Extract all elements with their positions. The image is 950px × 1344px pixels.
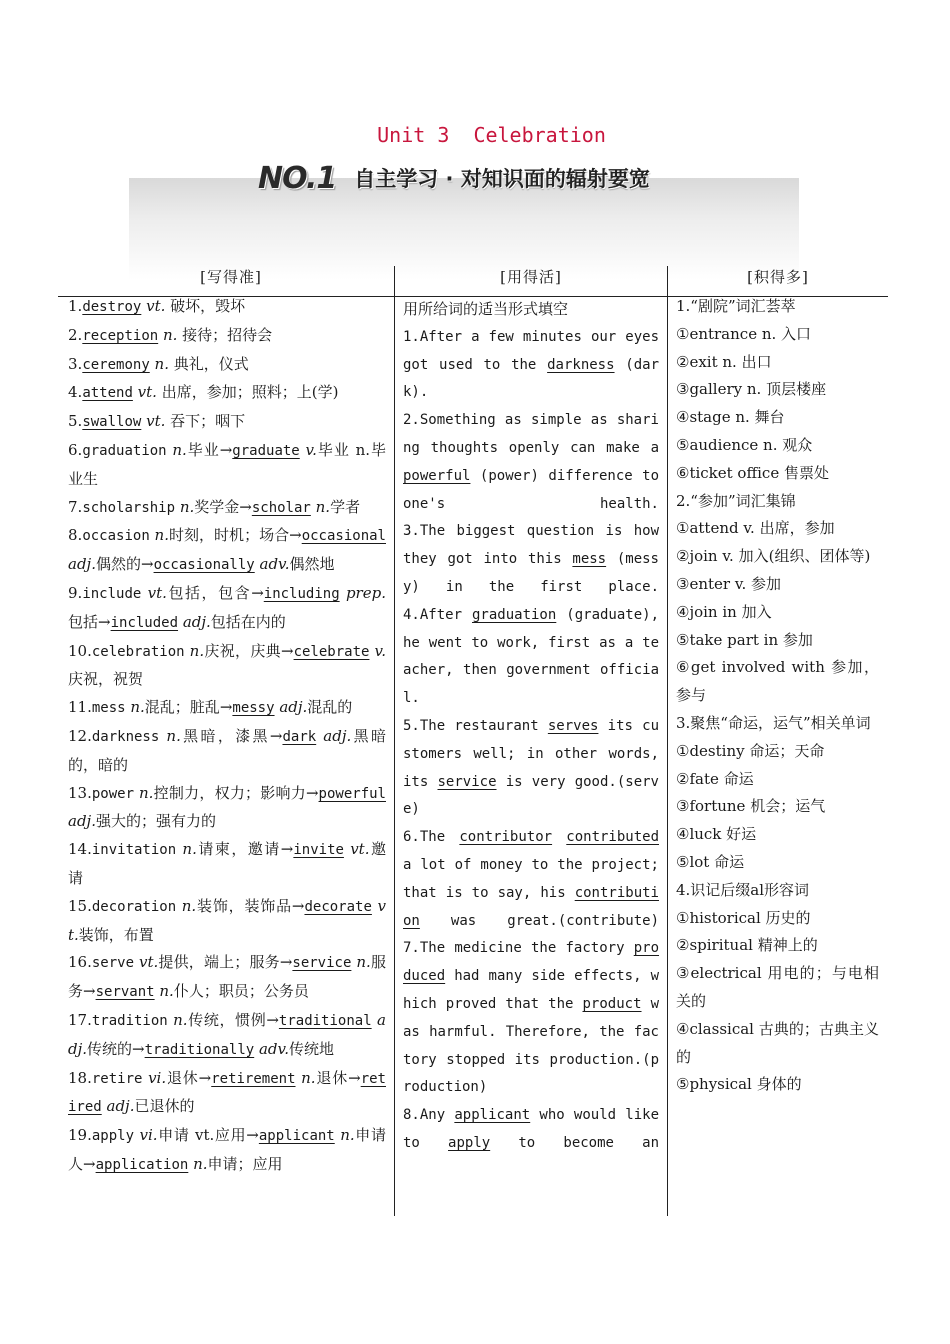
group-item: ②join v. 加入(组织、团体等) — [676, 547, 871, 566]
exercise-item: 1.After a few minutes our eyes got used to the darkness (dark). — [403, 328, 660, 401]
exercise-item: 8.Any applicant who would like to apply to become an — [403, 1107, 659, 1151]
column-heading-write: [写得准] — [200, 268, 262, 286]
group-item: ①historical 历史的 — [676, 908, 811, 927]
banner-title — [258, 160, 650, 196]
vocab-item: 12.darkness n.黑暗，漆黑→dark adj.黑暗的，暗的 — [68, 726, 386, 774]
group-item: ③fortune 机会；运气 — [676, 797, 826, 816]
exercise-instruction: 用所给词的适当形式填空 — [403, 300, 569, 318]
exercise-item: 4.After graduation (graduate), he went to work, first as a teacher, then government official. — [403, 606, 660, 707]
group-item: ④stage n. 舞台 — [676, 408, 785, 427]
exercise-item: 2.Something as simple as sharing thoughts openly can make a powerful (power) difference to one's health. — [403, 412, 660, 512]
group-item: ⑤physical 身体的 — [676, 1075, 802, 1094]
group-item: ⑤audience n. 观众 — [676, 435, 813, 454]
word-groups-column — [676, 293, 879, 1099]
group-item: ⑤lot 命运 — [676, 852, 745, 871]
exercise-item: 7.The medicine the factory produced had many side effects, which proved that the product was harmful. Therefore, the factory stopped its production.(production) — [403, 940, 660, 1096]
group-heading: 3.聚焦“命运，运气”相关单词 — [676, 713, 871, 732]
column-divider-right — [667, 266, 668, 1216]
vocabulary-column — [68, 293, 386, 1180]
group-item: ①destiny 命运；天命 — [676, 741, 825, 760]
vocab-item: 5.swallow vt. 吞下；咽下 — [68, 412, 246, 431]
exercise-item: 3.The biggest question is how they got into this mess (messy) in the first place. — [403, 523, 660, 595]
vocab-item: 1.destroy vt. 破坏，毁坏 — [68, 297, 246, 315]
vocab-item: 7.scholarship n.奖学金→scholar n.学者 — [68, 497, 361, 516]
vocab-item: 15.decoration n.装饰，装饰品→decorate vt.装饰，布置 — [68, 896, 386, 944]
banner-text: 自主学习 · 对知识面的辐射要宽 — [354, 167, 650, 191]
exercise-item: 6.The contributor contributed a lot of money to the project; that is to say, his contribution was great.(contribute) — [403, 829, 659, 929]
vocab-item: 17.tradition n.传统，惯例→traditional adj.传统的→traditionally adv.传统地 — [68, 1010, 386, 1058]
exercise-item: 5.The restaurant serves its customers well; in other words, its service is very good.(serve) — [403, 717, 660, 818]
group-item: ③gallery n. 顶层楼座 — [676, 380, 827, 399]
group-heading: 4.识记后缀al形容词 — [676, 880, 810, 899]
vocab-item: 3.ceremony n. 典礼，仪式 — [68, 354, 249, 373]
vocab-item: 2.reception n. 接待；招待会 — [68, 325, 273, 344]
group-item: ④join in 加入 — [676, 602, 772, 621]
fill-in-column — [403, 296, 659, 1158]
vocab-item: 11.mess n.混乱；脏乱→messy adj.混乱的 — [68, 698, 353, 717]
vocab-item: 18.retire vi.退休→retirement n.退休→retired adj.已退休的 — [68, 1068, 386, 1116]
group-item: ②spiritual 精神上的 — [676, 936, 818, 955]
group-item: ③electrical 用电的；与电相关的 — [676, 964, 879, 1010]
group-item: ④classical 古典的；古典主义的 — [676, 1019, 879, 1066]
vocab-item: 9.include vt.包括，包含→including prep.包括→included adj.包括在内的 — [68, 583, 386, 631]
vocab-item: 19.apply vi.申请 vt.应用→applicant n.申请人→application n.申请；应用 — [68, 1126, 386, 1173]
column-heading-accumulate: [积得多] — [747, 268, 809, 286]
column-heading-use: [用得活] — [500, 268, 562, 286]
vocab-item: 4.attend vt. 出席，参加；照料；上(学) — [68, 383, 339, 402]
group-heading: 2.“参加”词汇集锦 — [676, 491, 796, 510]
group-item: ①entrance n. 入口 — [676, 324, 812, 343]
group-item: ①attend v. 出席，参加 — [676, 519, 835, 538]
banner-number: NO.1 — [258, 160, 337, 196]
group-item: ⑥get involved with 参加，参与 — [676, 658, 879, 705]
group-item: ⑥ticket office 售票处 — [676, 463, 829, 482]
vocab-item: 6.graduation n.毕业→graduate v.毕业 n.毕业生 — [68, 440, 386, 488]
group-item: ⑤take part in 参加 — [676, 630, 813, 649]
unit-title: Unit 3 Celebration — [377, 123, 606, 147]
group-item: ②exit n. 出口 — [676, 352, 772, 371]
group-item: ④luck 好运 — [676, 825, 757, 844]
vocab-item: 8.occasion n.时刻，时机；场合→occasional adj.偶然的→occasionally adv.偶然地 — [68, 526, 386, 574]
vocab-item: 10.celebration n.庆祝，庆典→celebrate v.庆祝，祝贺 — [68, 641, 386, 689]
vocab-item: 13.power n.控制力，权力；影响力→powerful adj.强大的；强有力的 — [68, 783, 386, 831]
vocab-item: 14.invitation n.请柬，邀请→invite vt.邀请 — [68, 840, 386, 887]
column-divider-left — [394, 266, 395, 1216]
group-item: ③enter v. 参加 — [676, 574, 782, 593]
group-item: ②fate 命运 — [676, 769, 754, 788]
group-heading: 1.“剧院”词汇荟萃 — [676, 297, 796, 315]
vocab-item: 16.serve vt.提供，端上；服务→service n.服务→servant n.仆人；职员；公务员 — [68, 953, 386, 1001]
